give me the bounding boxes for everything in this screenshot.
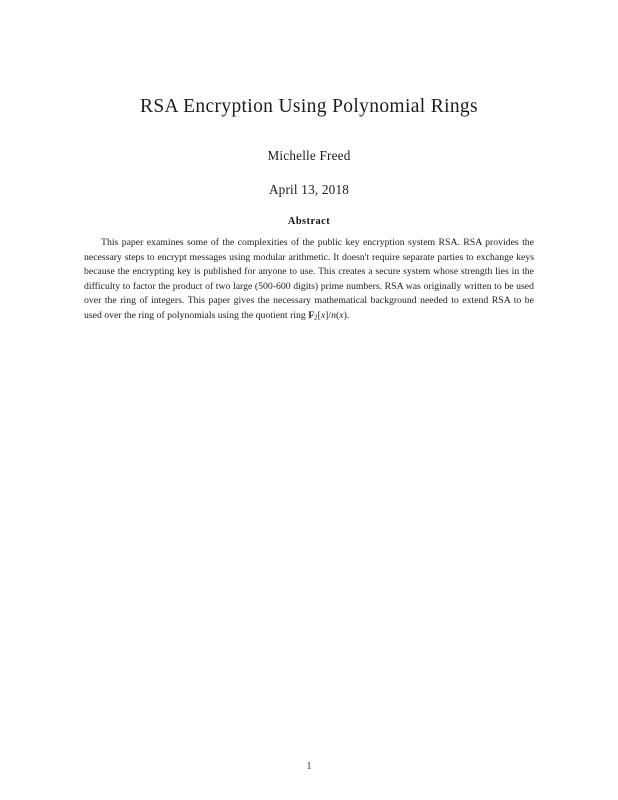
quotient-ring-formula — [308, 309, 350, 322]
math-paren-open: ( — [336, 309, 340, 321]
math-bracket-open: [ — [317, 309, 321, 321]
author-name: Michelle Freed — [267, 148, 351, 164]
math-field-symbol: F — [308, 309, 314, 321]
math-subscript: 2 — [313, 313, 318, 322]
page-number: 1 — [306, 761, 312, 772]
math-variable-n: n — [331, 309, 336, 321]
abstract-heading: Abstract — [287, 216, 331, 227]
page-title: RSA Encryption Using Polynomial Rings — [140, 96, 478, 117]
abstract-text-tail: . — [346, 309, 350, 321]
math-bracket-close: ]/ — [325, 309, 332, 321]
publication-date: April 13, 2018 — [268, 182, 350, 198]
abstract-body — [84, 236, 534, 325]
math-variable-x: x — [320, 309, 326, 321]
abstract-section — [84, 216, 534, 325]
math-variable-x2: x — [339, 309, 344, 321]
title-block — [0, 96, 618, 198]
math-paren-close: ) — [343, 309, 347, 321]
abstract-text: This paper examines some of the complexities of the public key encryption system RSA. RSA provides the necessary steps to encrypt messages using modular arithmetic. It doesn't require separate parties to exchange keys because the encrypting key is published for anyone to use. This creates a secure system whose strength lies in the difficulty to factor the product of two large (500-600 digits) prime numbers. RSA was originally written to be used over the ring of integers. This paper gives the necessary mathematical background needed to extend RSA to be used over the ring of polynomials using the quotient ring — [84, 237, 534, 321]
